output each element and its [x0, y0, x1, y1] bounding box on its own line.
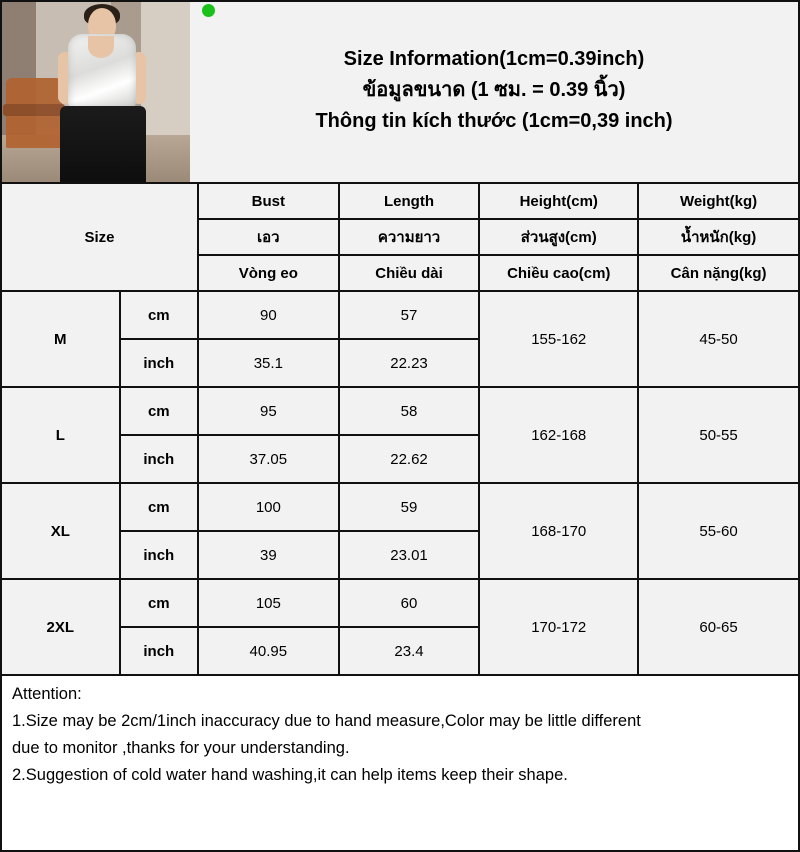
- cell-length-inch-l: 22.62: [339, 435, 480, 483]
- row-size-l: L: [1, 387, 120, 483]
- cell-height-xl: 168-170: [479, 483, 638, 579]
- header-height-th: ส่วนสูง(cm): [479, 219, 638, 255]
- header-weight-en: Weight(kg): [638, 183, 799, 219]
- product-photo: [2, 2, 190, 182]
- attention-heading: Attention:: [12, 685, 82, 703]
- status-dot-icon: [202, 4, 215, 17]
- title-line-vi: Thông tin kích thước (1cm=0,39 inch): [315, 110, 673, 132]
- cell-length-inch-xl: 23.01: [339, 531, 480, 579]
- cell-height-2xl: 170-172: [479, 579, 638, 675]
- row-unit-inch: inch: [120, 339, 198, 387]
- cell-bust-cm-xl: 100: [198, 483, 339, 531]
- table-row: [1, 387, 799, 435]
- attention-line-3: 2.Suggestion of cold water hand washing,it can help items keep their shape.: [12, 766, 568, 784]
- header-weight-th: น้ำหนัก(kg): [638, 219, 799, 255]
- header-bust-th: เอว: [198, 219, 339, 255]
- table-row: [1, 579, 799, 627]
- cell-bust-cm-l: 95: [198, 387, 339, 435]
- header-length-en: Length: [339, 183, 480, 219]
- row-size-xl: XL: [1, 483, 120, 579]
- header-bust-vi: Vòng eo: [198, 255, 339, 291]
- attention-line-1: 1.Size may be 2cm/1inch inaccuracy due to hand measure,Color may be little different: [12, 712, 641, 730]
- cell-bust-inch-xl: 39: [198, 531, 339, 579]
- cell-weight-m: 45-50: [638, 291, 799, 387]
- header-size-cell: Size: [1, 183, 198, 291]
- cell-length-cm-m: 57: [339, 291, 480, 339]
- cell-length-cm-xl: 59: [339, 483, 480, 531]
- cell-bust-cm-m: 90: [198, 291, 339, 339]
- model-skirt: [60, 106, 146, 182]
- cell-bust-inch-m: 35.1: [198, 339, 339, 387]
- title-line-th: ข้อมูลขนาด (1 ซม. = 0.39 นิ้ว): [362, 79, 626, 101]
- cell-bust-inch-l: 37.05: [198, 435, 339, 483]
- cell-weight-xl: 55-60: [638, 483, 799, 579]
- header-weight-vi: Cân nặng(kg): [638, 255, 799, 291]
- row-unit-inch: inch: [120, 435, 198, 483]
- header-length-th: ความยาว: [339, 219, 480, 255]
- row-size-m: M: [1, 291, 120, 387]
- row-unit-cm: cm: [120, 387, 198, 435]
- header-bust-en: Bust: [198, 183, 339, 219]
- cell-length-inch-m: 22.23: [339, 339, 480, 387]
- title-line-en: Size Information(1cm=0.39inch): [343, 48, 645, 70]
- size-table: [0, 182, 800, 676]
- row-unit-inch: inch: [120, 627, 198, 675]
- header-length-vi: Chiều dài: [339, 255, 480, 291]
- attention-line-2: due to monitor ,thanks for your understanding.: [12, 739, 350, 757]
- photo-model: [54, 8, 150, 182]
- cell-length-cm-l: 58: [339, 387, 480, 435]
- row-unit-cm: cm: [120, 483, 198, 531]
- header-band: [0, 0, 800, 182]
- table-row: [1, 483, 799, 531]
- row-size-2xl: 2XL: [1, 579, 120, 675]
- cell-weight-2xl: 60-65: [638, 579, 799, 675]
- cell-weight-l: 50-55: [638, 387, 799, 483]
- table-header-row-en: [1, 183, 799, 219]
- cell-length-cm-2xl: 60: [339, 579, 480, 627]
- cell-bust-cm-2xl: 105: [198, 579, 339, 627]
- cell-length-inch-2xl: 23.4: [339, 627, 480, 675]
- model-neckline: [88, 36, 114, 58]
- row-unit-cm: cm: [120, 291, 198, 339]
- table-row: [1, 291, 799, 339]
- header-height-en: Height(cm): [479, 183, 638, 219]
- attention-note: [0, 676, 800, 852]
- header-height-vi: Chiều cao(cm): [479, 255, 638, 291]
- title-block: [190, 2, 798, 182]
- cell-bust-inch-2xl: 40.95: [198, 627, 339, 675]
- row-unit-cm: cm: [120, 579, 198, 627]
- row-unit-inch: inch: [120, 531, 198, 579]
- cell-height-l: 162-168: [479, 387, 638, 483]
- cell-height-m: 155-162: [479, 291, 638, 387]
